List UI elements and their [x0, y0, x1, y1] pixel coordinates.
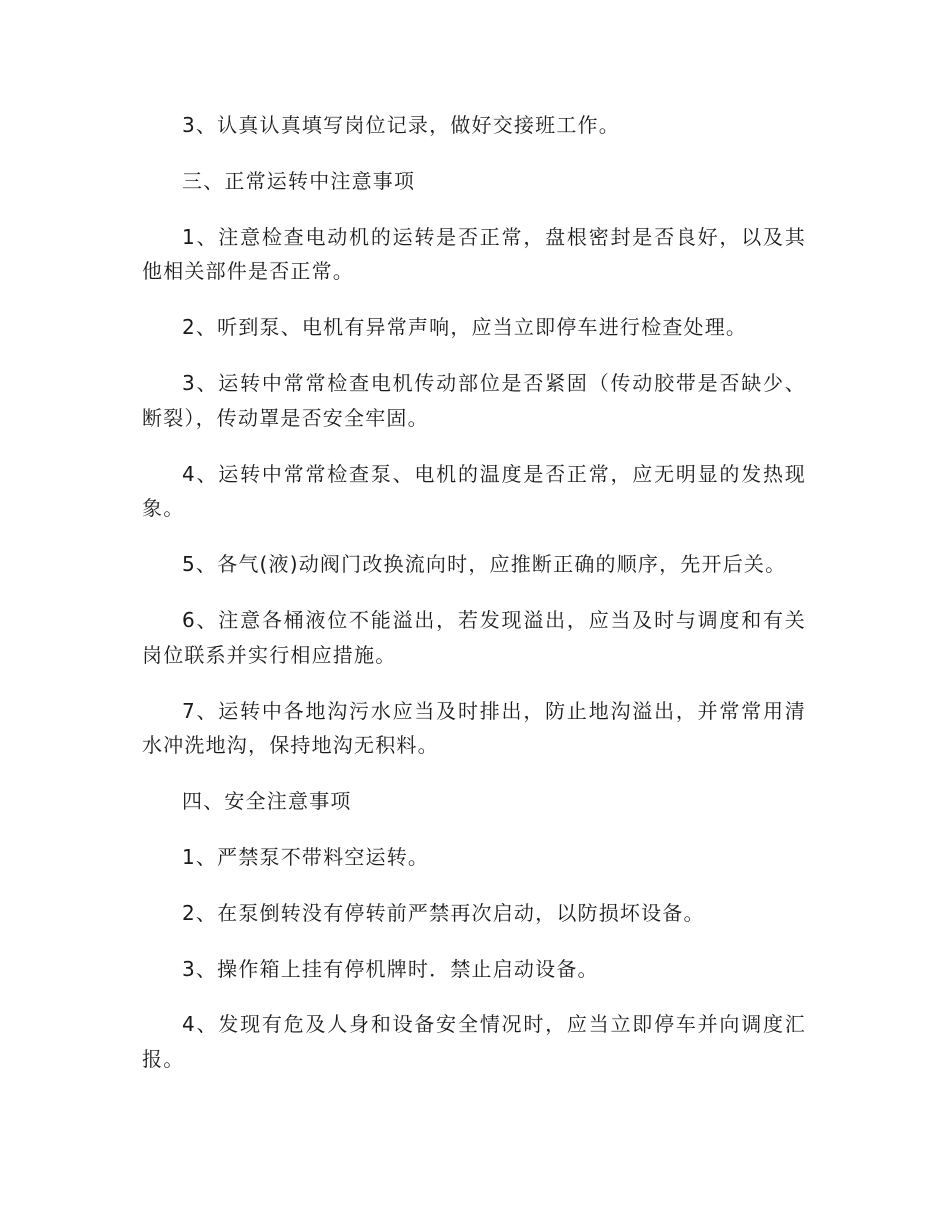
list-item-motor-check: 1、注意检查电动机的运转是否正常，盘根密封是否良好，以及其他相关部件是否正常。: [142, 224, 806, 284]
list-item-no-restart: 2、在泵倒转没有停转前严禁再次启动，以防损坏设备。: [182, 900, 705, 925]
list-item-stop-tag: 3、操作箱上挂有停机牌时．禁止启动设备。: [182, 956, 599, 981]
list-item-tank-level: 6、注意各桶液位不能溢出，若发现溢出，应当及时与调度和有关岗位联系并实行相应措施。: [142, 607, 806, 667]
list-item-no-dry-run: 1、严禁泵不带料空运转。: [182, 844, 430, 869]
list-item-trench-drainage: 7、运转中各地沟污水应当及时排出，防止地沟溢出，并常常用清水冲洗地沟，保持地沟无积料。: [142, 698, 806, 758]
section-heading-safety: 四、安全注意事项: [182, 789, 352, 814]
document-body: [142, 108, 806, 1098]
list-item-emergency-report: 4、发现有危及人身和设备安全情况时，应当立即停车并向调度汇报。: [142, 1012, 806, 1072]
list-item-transmission-check: 3、运转中常常检查电机传动部位是否紧固（传动胶带是否缺少、断裂），传动罩是否安全牢固。: [142, 370, 806, 430]
list-item-valve-sequence: 5、各气(液)动阀门改换流向时，应推断正确的顺序，先开后关。: [182, 552, 787, 577]
list-item-temperature-check: 4、运转中常常检查泵、电机的温度是否正常，应无明显的发热现象。: [142, 461, 806, 521]
list-item-shift-handover: 3、认真认真填写岗位记录，做好交接班工作。: [182, 113, 620, 137]
list-item-abnormal-sound: 2、听到泵、电机有异常声响，应当立即停车进行检查处理。: [182, 315, 748, 340]
section-heading-normal-operation: 三、正常运转中注意事项: [182, 168, 416, 193]
